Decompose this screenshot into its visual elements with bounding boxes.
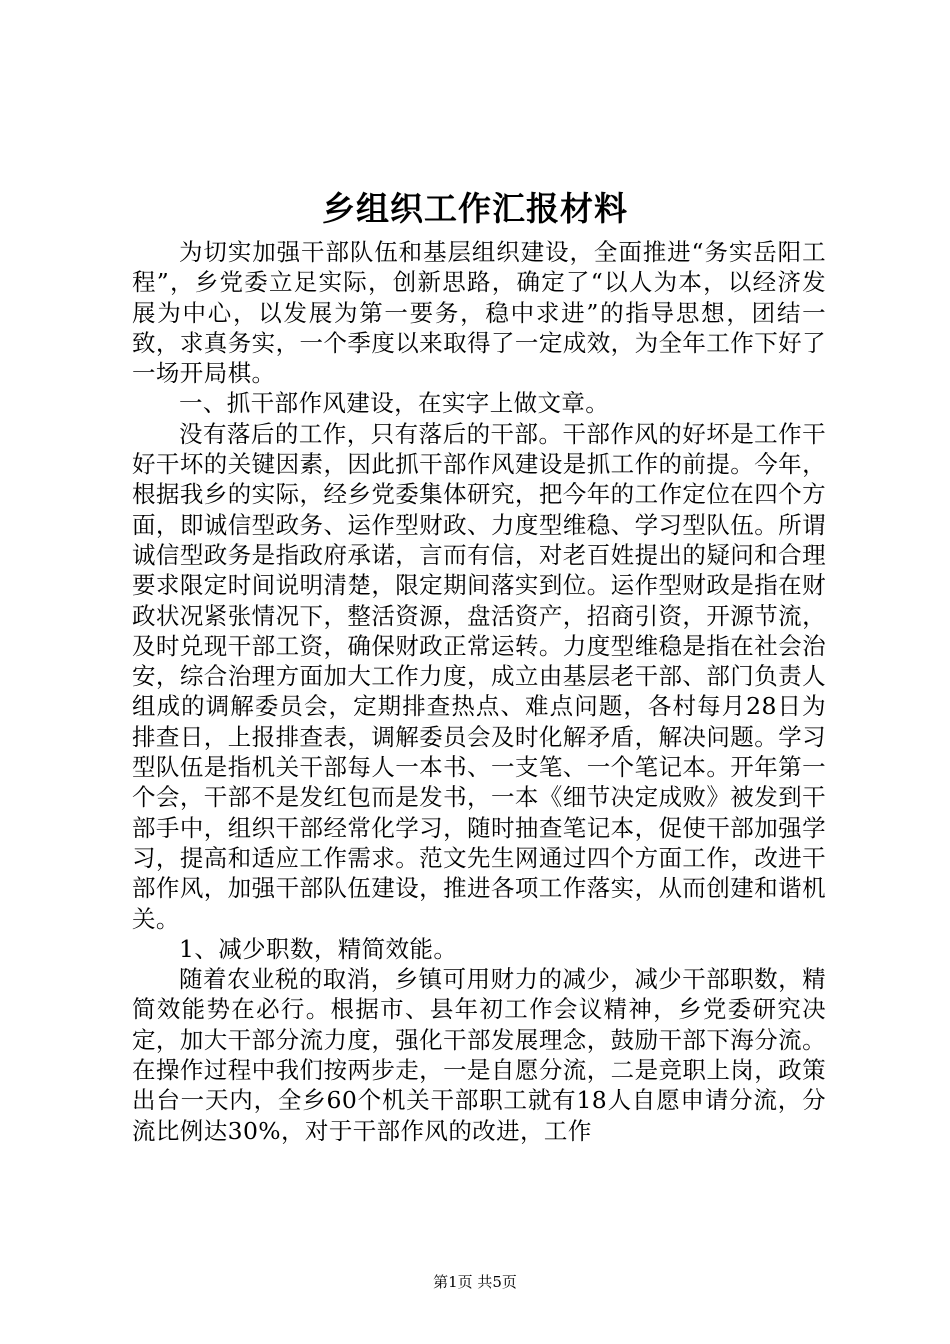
document-body	[132, 237, 826, 1146]
document-title: 乡组织工作汇报材料	[322, 189, 628, 228]
subsection-heading-1: 1、减少职数，精简效能。	[179, 934, 458, 963]
paragraph-intro: 为切实加强干部队伍和基层组织建设，全面推进“务实岳阳工程”，乡党委立足实际，创新思路，确定了“以人为本，以经济发展为中心，以发展为第一要务，稳中求进”的指导思想，团结一致，求真务实，一个季度以来取得了一定成效，为全年工作下好了一场开局棋。	[132, 238, 826, 388]
paragraph-streamlining: 随着农业税的取消，乡镇可用财力的减少，减少干部职数，精简效能势在必行。根据市、县年初工作会议精神，乡党委研究决定，加大干部分流力度，强化干部发展理念，鼓励干部下海分流。在操作过程中我们按两步走，一是自愿分流，二是竞职上岗，政策出台一天内，全乡60个机关干部职工就有18人自愿申请分流，分流比例达30%，对于干部作风的改进，工作	[132, 965, 826, 1145]
section-heading-1: 一、抓干部作风建设，在实字上做文章。	[179, 389, 610, 418]
paragraph-cadre-style: 没有落后的工作，只有落后的干部。干部作风的好坏是工作干好干坏的关键因素，因此抓干部作风建设是抓工作的前提。今年，根据我乡的实际，经乡党委集体研究，把今年的工作定位在四个方面，即诚信型政务、运作型财政、力度型维稳、学习型队伍。所谓诚信型政务是指政府承诺，言而有信，对老百姓提出的疑问和合理要求限定时间说明清楚，限定期间落实到位。运作型财政是指在财政状况紧张情况下，整活资源，盘活资产，招商引资，开源节流，及时兑现干部工资，确保财政正常运转。力度型维稳是指在社会治安，综合治理方面加大工作力度，成立由基层老干部、部门负责人组成的调解委员会，定期排查热点、难点问题，各村每月28日为排查日，上报排查表，调解委员会及时化解矛盾，解决问题。学习型队伍是指机关干部每人一本书、一支笔、一个笔记本。开年第一个会，干部不是发红包而是发书，一本《细节决定成败》被发到干部手中，组织干部经常化学习，随时抽查笔记本，促使干部加强学习，提高和适应工作需求。范文先生网通过四个方面工作，改进干部作风，加强干部队伍建设，推进各项工作落实，从而创建和谐机关。	[132, 419, 826, 933]
page-footer: 第1页 共5页	[433, 1273, 517, 1291]
